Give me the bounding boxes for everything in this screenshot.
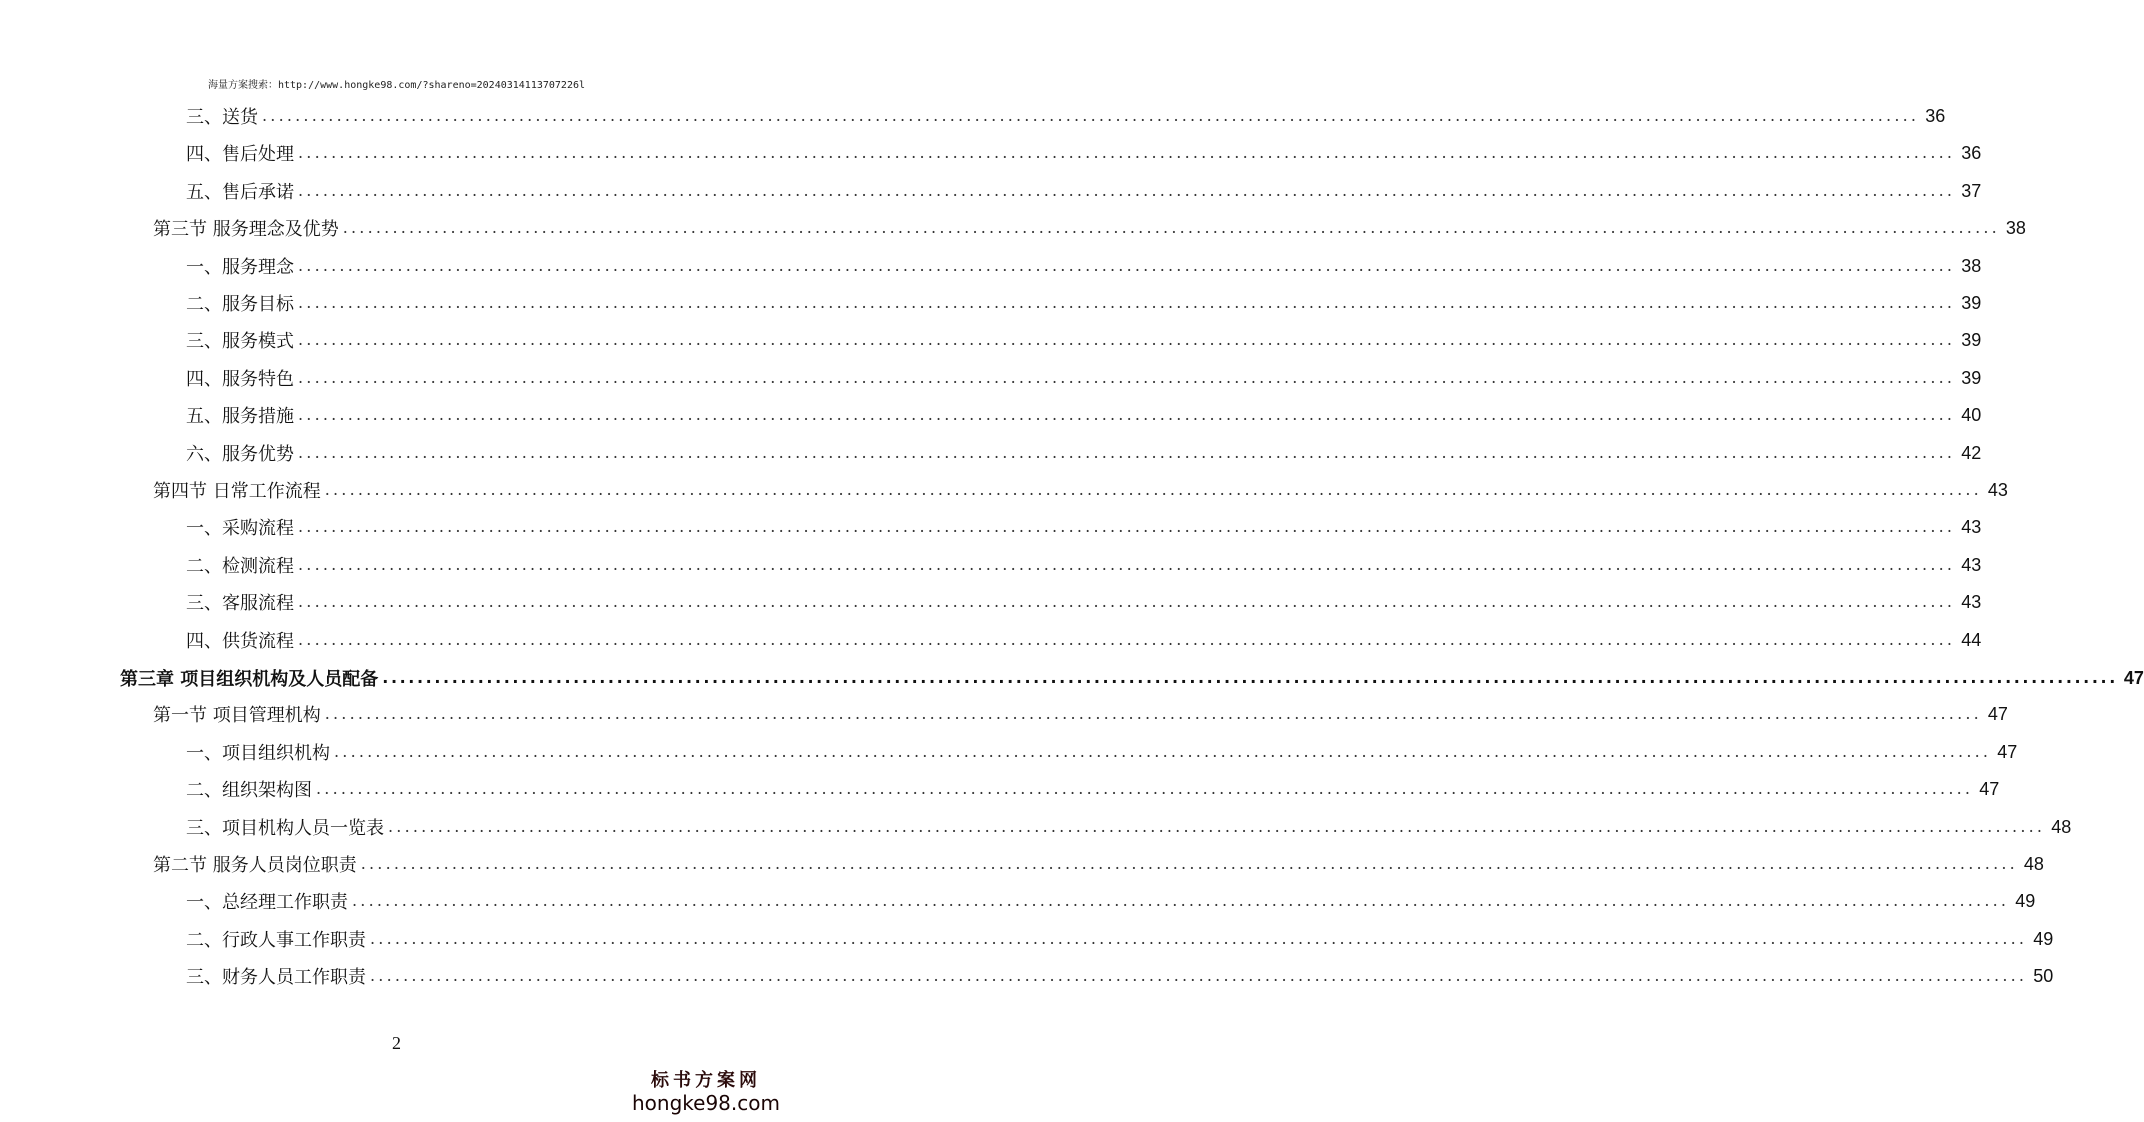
toc-entry-page: 48 <box>2023 853 2044 874</box>
toc-entry-page: 47 <box>2123 667 2144 688</box>
toc-dot-leader: ........................................................................................................................................................................................................ <box>342 218 2000 237</box>
toc-dot-leader: ........................................................................................................................................................................................................ <box>298 293 1956 312</box>
toc-entry-label: 三、项目机构人员一览表 <box>186 818 384 839</box>
toc-entry-page: 47 <box>1987 703 2008 724</box>
toc-dot-leader: ........................................................................................................................................................................................................ <box>352 891 2010 910</box>
toc-entry-item[interactable] <box>186 812 2072 842</box>
toc-entry-label: 三、客服流程 <box>186 593 294 614</box>
toc-entry-section[interactable] <box>153 475 2008 505</box>
page-number: 2 <box>392 1033 401 1053</box>
toc-entry-page: 44 <box>1961 629 1982 650</box>
toc-entry-page: 38 <box>1961 255 1982 276</box>
toc-dot-leader: ........................................................................................................................................................................................................ <box>298 592 1956 611</box>
toc-entry-item[interactable] <box>186 438 1982 468</box>
toc-entry-chapter[interactable] <box>120 663 2144 693</box>
toc-entry-item[interactable] <box>186 512 1982 542</box>
toc-entry-label: 四、服务特色 <box>186 369 294 390</box>
toc-entry-page: 38 <box>2005 217 2026 238</box>
toc-entry-item[interactable] <box>186 587 1982 617</box>
toc-entry-label: 第一节 项目管理机构 <box>153 705 321 726</box>
toc-dot-leader: ........................................................................................................................................................................................................ <box>298 368 1956 387</box>
toc-dot-leader: ........................................................................................................................................................................................................ <box>298 143 1956 162</box>
toc-entry-item[interactable] <box>186 176 1982 206</box>
toc-dot-leader: ........................................................................................................................................................................................................ <box>298 630 1956 649</box>
site-watermark <box>631 1070 781 1114</box>
toc-entry-item[interactable] <box>186 325 1982 355</box>
toc-dot-leader: ........................................................................................................................................................................................................ <box>298 181 1956 200</box>
toc-entry-page: 43 <box>1987 479 2008 500</box>
toc-entry-section[interactable] <box>153 699 2008 729</box>
toc-entry-label: 一、采购流程 <box>186 518 294 539</box>
watermark-en: hongke98.com <box>632 1091 780 1115</box>
toc-entry-page: 47 <box>1979 778 2000 799</box>
toc-entry-item[interactable] <box>186 961 2054 991</box>
toc-entry-section[interactable] <box>153 213 2026 243</box>
toc-dot-leader: ........................................................................................................................................................................................................ <box>382 668 2118 687</box>
toc-entry-item[interactable] <box>186 886 2036 916</box>
toc-entry-label: 第四节 日常工作流程 <box>153 481 321 502</box>
toc-entry-label: 二、组织架构图 <box>186 780 312 801</box>
toc-dot-leader: ........................................................................................................................................................................................................ <box>370 929 2028 948</box>
toc-dot-leader: ........................................................................................................................................................................................................ <box>262 106 1920 125</box>
header-note: 海量方案搜索：http://www.hongke98.com/?shareno=20240314113707226l <box>207 80 586 91</box>
toc-entry-label: 三、财务人员工作职责 <box>186 967 366 988</box>
toc-entry-page: 39 <box>1961 367 1982 388</box>
toc-dot-leader: ........................................................................................................................................................................................................ <box>298 555 1956 574</box>
toc-entry-page: 43 <box>1961 554 1982 575</box>
toc-entry-label: 五、服务措施 <box>186 406 294 427</box>
watermark-cn: 标书方案网 <box>651 1070 761 1091</box>
toc-entry-label: 五、售后承诺 <box>186 182 294 203</box>
toc-dot-leader: ........................................................................................................................................................................................................ <box>324 704 1982 723</box>
toc-entry-label: 二、检测流程 <box>186 556 294 577</box>
toc-entry-label: 一、项目组织机构 <box>186 743 330 764</box>
toc-dot-leader: ........................................................................................................................................................................................................ <box>298 330 1956 349</box>
toc-entry-page: 50 <box>2033 965 2054 986</box>
toc-entry-page: 49 <box>2033 928 2054 949</box>
toc-entry-item[interactable] <box>186 400 1982 430</box>
toc-entry-page: 36 <box>1961 142 1982 163</box>
toc-dot-leader: ........................................................................................................................................................................................................ <box>324 480 1982 499</box>
toc-entry-page: 43 <box>1961 516 1982 537</box>
toc-entry-label: 三、送货 <box>186 107 258 128</box>
toc-entry-label: 第二节 服务人员岗位职责 <box>153 855 357 876</box>
toc-dot-leader: ........................................................................................................................................................................................................ <box>370 966 2028 985</box>
toc-entry-page: 37 <box>1961 180 1982 201</box>
toc-dot-leader: ........................................................................................................................................................................................................ <box>316 779 1974 798</box>
toc-entry-item[interactable] <box>186 924 2054 954</box>
toc-entry-page: 43 <box>1961 591 1982 612</box>
toc-entry-item[interactable] <box>186 288 1982 318</box>
toc-entry-page: 42 <box>1961 442 1982 463</box>
toc-entry-page: 39 <box>1961 292 1982 313</box>
toc-entry-label: 二、行政人事工作职责 <box>186 930 366 951</box>
toc-entry-item[interactable] <box>186 363 1982 393</box>
toc-entry-page: 40 <box>1961 404 1982 425</box>
toc-entry-page: 47 <box>1997 741 2018 762</box>
toc-dot-leader: ........................................................................................................................................................................................................ <box>298 405 1956 424</box>
toc-entry-label: 第三章 项目组织机构及人员配备 <box>120 669 379 690</box>
toc-entry-item[interactable] <box>186 774 2000 804</box>
toc-entry-label: 一、服务理念 <box>186 257 294 278</box>
toc-entry-label: 一、总经理工作职责 <box>186 892 348 913</box>
toc-entry-label: 二、服务目标 <box>186 294 294 315</box>
toc-entry-item[interactable] <box>186 625 1982 655</box>
toc-entry-item[interactable] <box>186 251 1982 281</box>
toc-entry-page: 49 <box>2015 890 2036 911</box>
toc-dot-leader: ........................................................................................................................................................................................................ <box>298 443 1956 462</box>
toc-entry-item[interactable] <box>186 101 1946 131</box>
toc-entry-item[interactable] <box>186 138 1982 168</box>
toc-entry-label: 第三节 服务理念及优势 <box>153 219 339 240</box>
toc-entry-page: 39 <box>1961 329 1982 350</box>
toc-dot-leader: ........................................................................................................................................................................................................ <box>360 854 2018 873</box>
toc-entry-section[interactable] <box>153 849 2044 879</box>
toc-entry-item[interactable] <box>186 737 2018 767</box>
toc-entry-page: 48 <box>2051 816 2072 837</box>
toc-entry-label: 四、供货流程 <box>186 631 294 652</box>
toc-entry-label: 六、服务优势 <box>186 444 294 465</box>
toc-entry-label: 四、售后处理 <box>186 144 294 165</box>
toc-dot-leader: ........................................................................................................................................................................................................ <box>298 256 1956 275</box>
toc-dot-leader: ........................................................................................................................................................................................................ <box>334 742 1992 761</box>
toc-dot-leader: ........................................................................................................................................................................................................ <box>388 817 2046 836</box>
toc-entry-label: 三、服务模式 <box>186 331 294 352</box>
toc-entry-item[interactable] <box>186 550 1982 580</box>
toc-entry-page: 36 <box>1925 105 1946 126</box>
toc-dot-leader: ........................................................................................................................................................................................................ <box>298 517 1956 536</box>
